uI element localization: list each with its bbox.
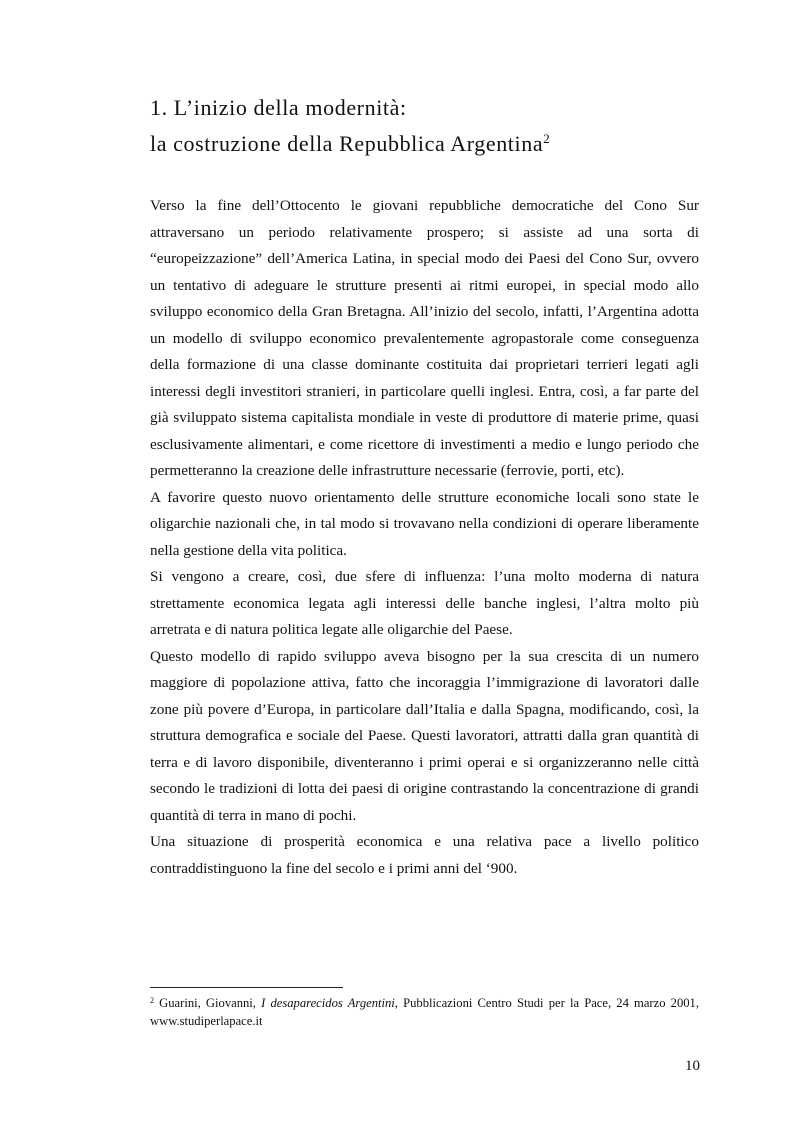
chapter-heading-text: la costruzione della Repubblica Argentina	[150, 131, 544, 156]
paragraph-1: Verso la fine dell’Ottocento le giovani repubbliche democratiche del Cono Sur attraversano un periodo relativamente prospero; si assiste ad una sorta di “europeizzazione” dell’America Latina, in special modo dei Paesi del Cono Sur, ovvero un tentativo di adeguare le strutture presenti ai ritmi europei, in special modo allo sviluppo economico della Gran Bretagna. All’inizio del secolo, infatti, l’Argentina adotta un modello di sviluppo economico prevalentemente agropastorale come conseguenza della formazione di una classe dominante costituita dai proprietari terrieri legati agli interessi degli investitori stranieri, in particolare quelli inglesi. Entra, così, a far parte del già sviluppato sistema capitalista mondiale in veste di produttore di materie prime, quasi esclusivamente alimentari, e come ricettore di investimenti a medio e lungo periodo che permetteranno la creazione delle infrastrutture necessarie (ferrovie, porti, etc).	[150, 197, 699, 479]
footnote-publication: Pubblicazioni Centro Studi per la Pace, 24 marzo 2001, www.studiperlapace.it	[150, 996, 699, 1028]
chapter-heading-line-2	[150, 133, 710, 155]
paragraph-2: A favorire questo nuovo orientamento delle strutture economiche locali sono state le oligarchie nazionali che, in tal modo si trovavano nella condizioni di operare liberamente nella gestione della vita politica.	[150, 488, 699, 559]
footnote-number: 2	[150, 996, 154, 1005]
footnote-reference[interactable]: 2	[543, 131, 550, 146]
footnote	[150, 994, 699, 1030]
paragraph-4: Questo modello di rapido sviluppo aveva bisogno per la sua crescita di un numero maggiore di popolazione attiva, fatto che incoraggia l’immigrazione di lavoratori dalle zone più povere d’Europa, in particolare dall’Italia e dalla Spagna, modificando, così, la struttura demografica e sociale del Paese. Questi lavoratori, attratti dalla gran quantità di terra e di lavoro disponibile, diventeranno i primi operai e si organizzeranno nelle città secondo le tradizioni di lotta dei paesi di origine contrastando la concentrazione di grandi quantità di terra in mano di pochi.	[150, 647, 699, 824]
chapter-heading-line-1: 1. L’inizio della modernità:	[150, 95, 407, 120]
footnote-separator	[150, 987, 343, 988]
page-number: 10	[685, 1058, 700, 1074]
paragraph-3: Si vengono a creare, così, due sfere di influenza: l’una molto moderna di natura strettamente economica legata agli interessi delle banche inglesi, l’altra molto più arretrata e di natura politica legate alle oligarchie del Paese.	[150, 568, 699, 638]
footnote-title: I desaparecidos Argentini,	[261, 996, 398, 1010]
footnote-author: Guarini, Giovanni,	[154, 996, 262, 1010]
body-text	[150, 193, 699, 882]
paragraph-5: Una situazione di prosperità economica e una relativa pace a livello politico contraddistinguono la fine del secolo e i primi anni del ‘900.	[150, 833, 699, 877]
